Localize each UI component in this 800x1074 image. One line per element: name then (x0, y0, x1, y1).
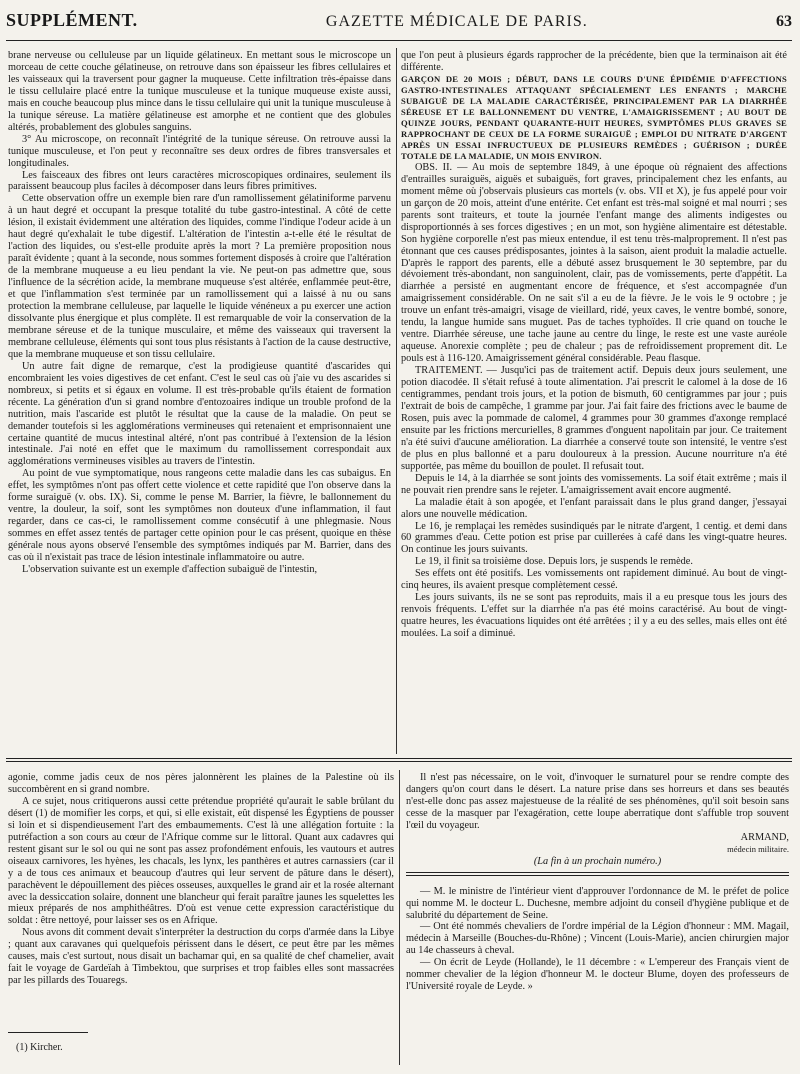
page-header (6, 10, 792, 41)
paragraph: Au point de vue symptomatique, nous rangeons cette maladie dans les cas subaigus. En effet, les symptômes n'ont pas offert cette violence et cette rapidité que l'on observe dans la forme suraiguë (v. obs. IX). Si, comme le pense M. Barrier, la fièvre, le ballonnement du ventre, la douleur, la soif, sont les symptômes non douteux d'une inflammation, il faut regarder, dans ce cas-ci, le ramollissement comme consécutif à une phlegmasie. Nous sommes en effet assez tentés de partager cette opinion pour le cas présent, quoique en thèse générale nous ayons observé l'ensemble des symptômes indiqués par M. Barrier, dans des cas où il n'existait pas trace de lésion intestinale inflammatoire ou autre. (8, 468, 391, 564)
paragraph: OBS. II. — Au mois de septembre 1849, à une époque où régnaient des affections d'entrailles suraiguës, aiguës et subaiguës, fort graves, principalement chez les enfants, au moment même où j'observais plusieurs cas mortels (v. obs. VII et X), je fus appelé pour voir un garçon de 20 mois, atteint d'une entérite. Cet enfant est très-mal soigné et mal nourri ; ses parents sont traiteurs, et toute la journée l'enfant mange des aliments indigestes ou disproportionnés à ses forces digestives ; en un mot, son hygiène alimentaire est détestable. Son hygiène corporelle n'est pas mieux entendue, il est tenu très-malproprement. Il n'est pas étonnant que ces causes prédisposantes, jointes à la saison, aient produit la maladie actuelle. D'après le rapport des parents, elle a débuté assez brusquement le 30 septembre, par du dévoiement très-abondant, non sanguinolent, clair, pas de vomissements, perte d'appétit. La diarrhée a persisté en augmentant encore de fréquence, et s'est accompagnée d'un amaigrissement considérable. On ne sait s'il a eu de la fièvre. Je le vois le 9 octobre ; je trouve un enfant très-amaigri, visage de vieillard, ridé, yeux caves, le ventre bombé, sonore, tendu, la langue humide sans muguet. Pas de taches typhoïdes. Il crie quand on touche le ventre. Diarrhée séreuse, une tache jaune au centre du linge, le reste est une vaste auréole aqueuse. Anorexie complète ; peu de chaleur ; pas de refroidissement proprement dit. Le pouls est à 116-120. Amaigrissement général considérable. Peau flasque. (401, 161, 787, 365)
column-divider (396, 48, 397, 754)
paragraph: Cette observation offre un exemple bien rare d'un ramollissement gélatiniforme parvenu à un haut degré et occupant la presque totalité du tube gastro-intestinal. A côté de cette lésion, il existait évidemment une altération des liquides, comme l'indique l'odeur acide à un haut degré qu'exhalait le tube digestif. L'altération de l'intestin a-t-elle été le résultat de l'action des liquides, ou s'est-elle produite après la mort ? La première proposition nous paraît évidente ; quant à la seconde, nous sommes fortement disposés à croire que l'altération de la membrane muqueuse a eu lieu pendant la vie. Ne peut-on pas admettre que, sous l'influence de la sécrétion acide, la membrane muqueuse s'est altérée, enflammée peut-être, et que l'inflammation s'est terminée par un ramollissement qui a laissé à nu ou sans protection la membrane celluleuse, par laquelle le liquide vénéneux a pu exercer une action dissolvante plus énergique et plus complète. Il est remarquable de voir la conservation de la membrane séreuse et de la tunique musculaire, et même des vaisseaux qui traversent la membrane celluleuse, éléments qui sont tous plus résistants à l'action de la cause destructive, que la membrane muqueuse et son tissu cellulaire. (8, 193, 391, 360)
journal-title: GAZETTE MÉDICALE DE PARIS. (325, 13, 588, 30)
to-be-continued: (La fin à un prochain numéro.) (533, 855, 662, 867)
left-column-top (8, 50, 391, 753)
paragraph: TRAITEMENT. — Jusqu'ici pas de traitement actif. Depuis deux jours seulement, une potion diacodée. Il s'était refusé à toute alimentation. J'ai prescrit le calomel à la dose de 16 centigrammes, pendant trois jours, et la potion de bismuth, 60 centigrammes par jour ; puis l'extrait de bois de campêche, 1 gramme par jour. J'ai fait faire des frictions avec le baume de Rosen, puis avec la pommade de calomel, 4 grammes pour 30 grammes d'axonge remplacé ensuite par les frictions mercurielles, 8 grammes d'onguent napolitain par jour. Ce traitement n'a été suivi d'aucune amélioration. La diarrhée a conservé toute son intensité, le ventre s'est de plus en plus ballonné et a paru douloureux à la pression. Aucune nourriture n'a été supportée, pas même du bouillon de poulet. Il refusait tout. (401, 365, 787, 472)
paragraph: Le 19, il finit sa troisième dose. Depuis lors, je suspends le remède. (415, 556, 693, 568)
news-items (406, 886, 789, 994)
case-title: GARÇON DE 20 MOIS ; DÉBUT, DANS LE COURS D'UNE ÉPIDÉMIE D'AFFECTIONS GASTRO-INTESTINALES ATTAQUANT SPÉCIALEMENT LES ENFANTS ; MARCHE SUBAIGUË DE LA MALADIE CARACTÉRISÉE, PRINCIPALEMENT PAR LA DIARRHÉE SÉREUSE ET LE BALLONNEMENT DU VENTRE, L'AMAIGRISSEMENT ; AU BOUT DE QUINZE JOURS, PENDANT QUARANTE-HUIT HEURES, SYMPTÔMES PLUS GRAVES SE RAPPROCHANT DE CEUX DE LA FORME SURAIGUË ; EMPLOI DU NITRATE D'ARGENT APRÈS UN ESSAI INFRUCTUEUX DE PLUSIEURS REMÈDES ; GUÉRISON ; DURÉE TOTALE DE LA MALADIE, UN MOIS ENVIRON. (401, 73, 787, 161)
footnote: (1) Kircher. (16, 1042, 63, 1053)
paragraph: brane nerveuse ou celluleuse par un liquide gélatineux. En mettant sous le microscope un morceau de cette couche gélatineuse, on retrouve dans son épaisseur les fibres cellulaires et les vaisseaux qui la traversent pour gagner la muqueuse. Cette infiltration très-épaisse dans le tissu cellulaire placé entre la tunique musculeuse et la tunique muqueuse existe aussi, mais en couche beaucoup plus mince dans le tissu cellulaire qui unit la tunique musculeuse à la tunique séreuse. La matière gélatineuse est amorphe et ne contient que des globules altérés, probablement des globules sanguins. (8, 50, 391, 133)
page-number: 63 (776, 13, 792, 30)
paragraph: Un autre fait digne de remarque, c'est la prodigieuse quantité d'ascarides qui encombraient les voies digestives de cet enfant. C'est le seul cas où j'aie vu des ascarides si nombreux, si petits et si égaux en volume. Il est très-probable qu'ils étaient de formation récente. La génération d'un si grand nombre d'entozoaires indique un trouble profond de la nutrition, mais l'ascaride est plutôt le résultat que la cause de la maladie. On peut se demander toutefois si les agglomérations vermineuses qui retenaient et emprisonnaient une certaine quantité de mucus intestinal altéré, n'ont pas contribué à l'extension de la lésion intestinale. J'ai noté en effet que le maximum du ramollissement correspondait aux agglomérations vermineuses visibles au travers de l'intestin. (8, 360, 391, 468)
footnote-rule (8, 1032, 88, 1033)
paragraph: La maladie était à son apogée, et l'enfant paraissait dans le plus grand danger, j'essayai alors une nouvelle médication. (401, 496, 787, 520)
paragraph: Nous avons dit comment devait s'interpréter la destruction du corps d'armée dans la Libye ; quant aux caravanes qui quelquefois périssent dans le désert, ce peut être par les mêmes causes, mais c'est surtout, nous disait un bachamar qui, en sa qualité de chef chamelier, avait fait le voyage de Gardeïah à Timbektou, que surprises et trop faibles elles sont massacrées par les pillards des Touaregs. (8, 927, 394, 987)
paragraph: Le 16, je remplaçai les remèdes susindiqués par le nitrate d'argent, 1 centig. et demi dans 60 grammes d'eau. Cette potion est prise par cuillerées à café dans les vingt-quatre heures. On continue les jours suivants. (401, 520, 787, 556)
paragraph: A ce sujet, nous critiquerons aussi cette prétendue propriété qu'aurait le sable brûlant du désert (1) de momifier les corps, et qui, si elle existait, eût dispensé les Égyptiens de pousser si loin et si dispendieusement l'art des embaumements. C'est là une allégation fortuite : la putréfaction a son cours au cœur de l'Afrique comme sur le littoral. Quant aux cadavres qui restent gisant sur le sol ou qui ne sont pas assez profondément enfouis, les vautours et autres oiseaux carnivores, les hyènes, les chacals, les lynx, les panthères et autres carnassiers (car il y a de tous ces animaux et beaucoup d'autres qui leur servent de pâture dans le désert), parachèvent le dépouillement des pièces osseuses, auxquelles le grand air et la rosée alternant avec la dessiccation solaire, donnent une blancheur qui ferait paraître jaunes les squelettes les mieux préparés de nos amphithéâtres. D'où est venue cette expression caractéristique du soldat : être nettoyé, pour laisser ses os en Afrique. (8, 795, 394, 927)
paragraph: 3° Au microscope, on reconnaît l'intégrité de la tunique séreuse. On retrouve aussi la tunique musculeuse, et l'on peut y reconnaître ses deux ordres de fibres transversales et longitudinales. (8, 133, 391, 169)
right-column-bottom (406, 772, 789, 1062)
news-item: — Ont été nommés chevaliers de l'ordre impérial de la Légion d'honneur : MM. Magail, médecin à Marseille (Bouches-du-Rhône) ; Vincent (Louis-Marie), ancien chirurgien major au 14e chasseurs à cheval. (406, 921, 789, 957)
paragraph: Il n'est pas nécessaire, on le voit, d'invoquer le surnaturel pour se rendre compte des dangers qu'on court dans le désert. La nature prise dans ses horreurs et dans ses beautés n'est-elle donc pas assez majestueuse de la réalité de ses phénomènes, qu'il soit besoin sans cesse de la masquer par l'exagération, cette loupe aberratique dont s'affuble trop souvent l'œil du voyageur. (406, 772, 789, 831)
right-column-top (401, 50, 787, 753)
news-item: — On écrit de Leyde (Hollande), le 11 décembre : « L'empereur des Français vient de nommer chevalier de la légion d'honneur M. le docteur Blume, doyen des professeurs de l'Université royale de Leyde. » (406, 957, 789, 993)
section-divider (6, 758, 792, 762)
paragraph: Les faisceaux des fibres ont leurs caractères microscopiques ordinaires, seulement ils paraissent beaucoup plus faciles à décomposer dans leurs fibres primitives. (8, 169, 391, 193)
paragraph: Depuis le 14, à la diarrhée se sont joints des vomissements. La soif était extrême ; mais il ne pouvait rien prendre sans le rejeter. L'amaigrissement avait encore augmenté. (401, 472, 787, 496)
paragraph: agonie, comme jadis ceux de nos pères jalonnèrent les plaines de la Palestine où ils succombèrent en si grand nombre. (8, 772, 394, 795)
section-divider (406, 872, 789, 876)
paragraph: Les jours suivants, ils ne se sont pas reproduits, mais il a eu presque tous les jours des renvois fréquents. L'effet sur la diarrhée n'a pas été moins caractérisé. Au bout de vingt-quatre heures, les évacuations liquides ont été arrêtées ; il y a eu des selles, mais elles ont été moulées. La soif a diminué. (401, 592, 787, 640)
author-signature: ARMAND, (740, 831, 789, 843)
paragraph: que l'on peut à plusieurs égards rapprocher de la précédente, bien que la terminaison ait été différente. (401, 50, 787, 73)
supplement-label: SUPPLÉMENT. (6, 10, 138, 30)
column-divider (399, 770, 400, 1065)
news-item: — M. le ministre de l'intérieur vient d'approuver l'ordonnance de M. le préfet de police qui nomme M. le docteur L. Duchesne, membre adjoint du conseil d'hygiène publique et de salubrité du département de Seine. (406, 885, 789, 921)
left-column-bottom (8, 772, 394, 1042)
author-title: médecin militaire. (727, 843, 789, 854)
paragraph: L'observation suivante est un exemple d'affection subaiguë de l'intestin, (22, 563, 318, 575)
paragraph: Ses effets ont été positifs. Les vomissements ont rapidement diminué. Au bout de vingt-cinq heures, ils avaient presque complètement cessé. (401, 568, 787, 592)
